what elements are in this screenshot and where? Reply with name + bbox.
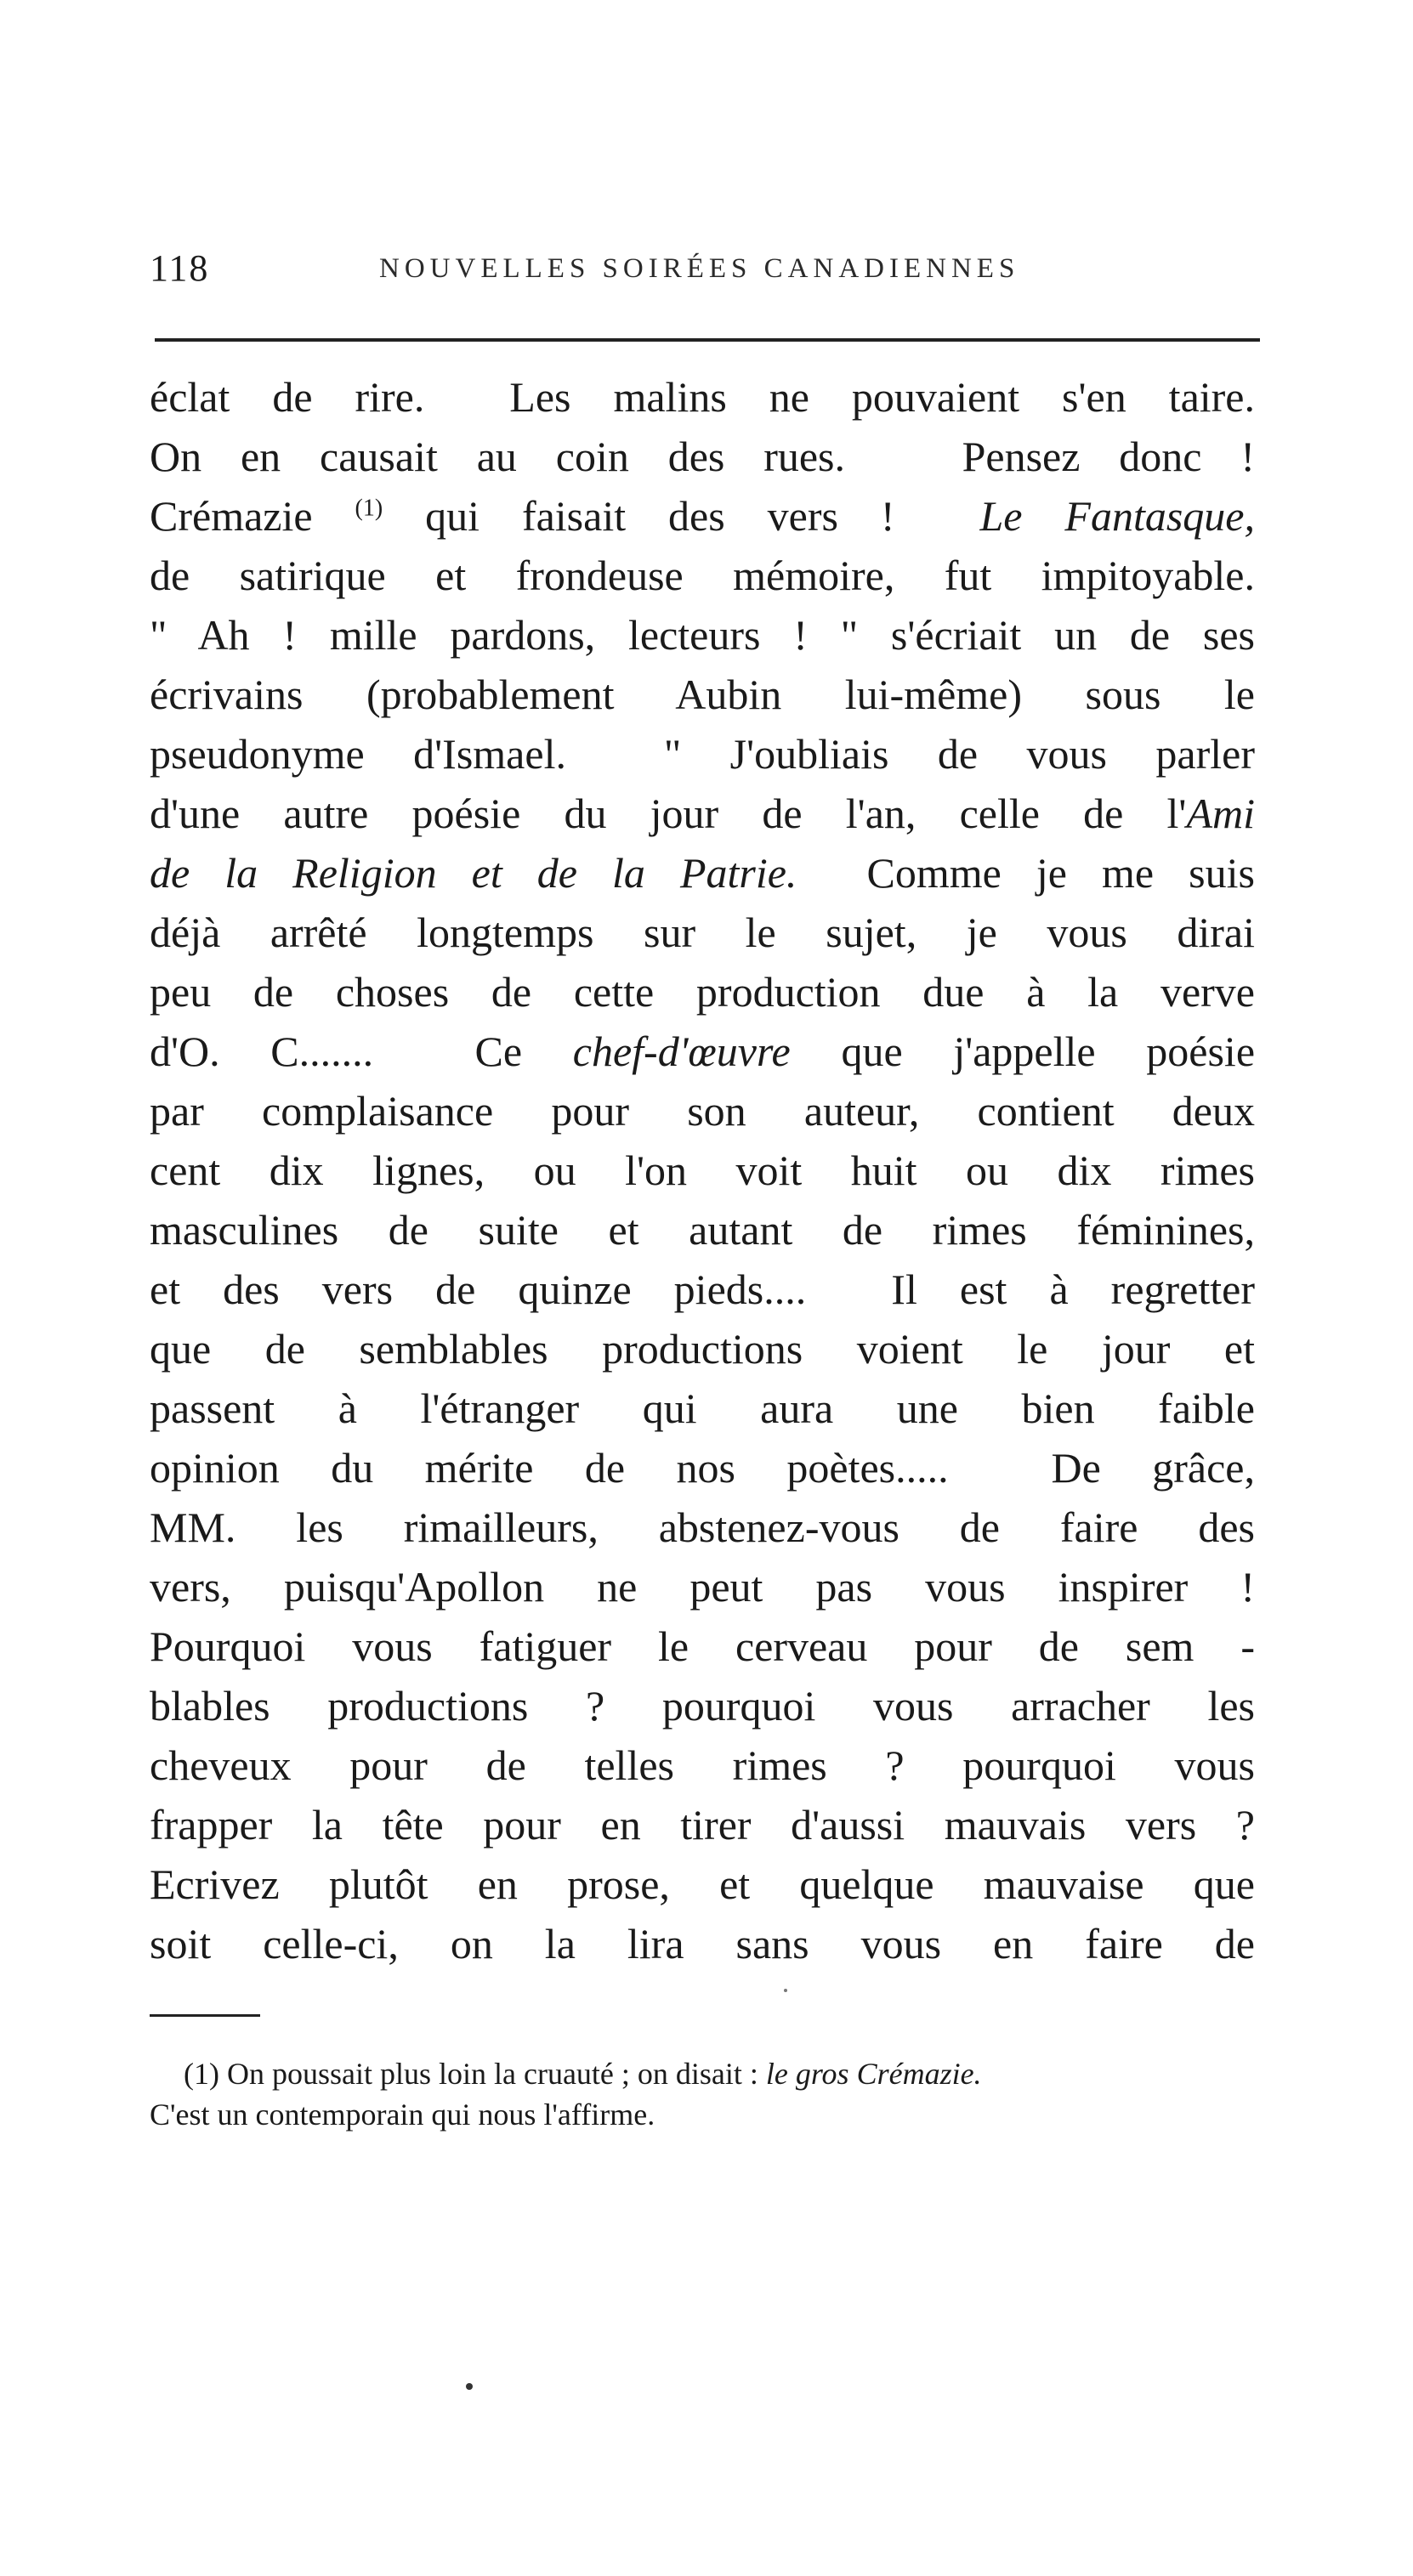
text-run: blables productions ? pourquoi vous arracher les: [150, 1682, 1255, 1730]
text-run: Le Fantasque,: [979, 492, 1255, 540]
text-line: [150, 1141, 1255, 1200]
text-run: (1) On poussait plus loin la cruauté ; on disait :: [184, 2057, 766, 2091]
footnote: [150, 2053, 1255, 2135]
text-run: Ecrivez plutôt en prose, et quelque mauvaise que: [150, 1860, 1255, 1908]
text-run: passent à l'étranger qui aura une bien faible: [150, 1384, 1255, 1432]
text-run: de satirique et frondeuse mémoire, fut impitoyable.: [150, 552, 1255, 599]
text-line: [150, 903, 1255, 962]
text-run: pseudonyme d'Ismael. " J'oubliais de vous parler: [150, 730, 1255, 778]
text-line: [150, 1022, 1255, 1081]
footnote-reference[interactable]: (1): [355, 495, 383, 522]
ink-dot: [466, 2383, 473, 2390]
footnote-line: [150, 2094, 1255, 2135]
text-run: que j'appelle poésie: [790, 1028, 1255, 1075]
ink-speck: [784, 1989, 787, 1992]
text-line: [150, 605, 1255, 665]
footnote-rule: [150, 2014, 260, 2017]
text-run: que de semblables productions voient le jour et: [150, 1325, 1255, 1373]
text-line: [150, 1795, 1255, 1854]
text-run: Crémazie: [150, 492, 355, 540]
text-run: Ami: [1186, 790, 1255, 837]
text-line: [150, 1557, 1255, 1616]
text-run: opinion du mérite de nos poètes..... De grâce,: [150, 1444, 1255, 1492]
text-run: soit celle-ci, on la lira sans vous en faire de: [150, 1920, 1255, 1967]
text-line: [150, 1914, 1255, 1973]
text-line: [150, 1200, 1255, 1260]
text-line: [150, 1260, 1255, 1319]
text-line: [150, 784, 1255, 843]
text-run: On en causait au coin des rues. Pensez donc !: [150, 433, 1255, 480]
text-run: vers, puisqu'Apollon ne peut pas vous inspirer !: [150, 1563, 1255, 1611]
text-line: [150, 843, 1255, 903]
text-line: [150, 367, 1255, 427]
text-run: " Ah ! mille pardons, lecteurs ! " s'écriait un de ses: [150, 611, 1255, 659]
text-run: par complaisance pour son auteur, contient deux: [150, 1087, 1255, 1135]
text-line: [150, 1319, 1255, 1379]
running-title: NOUVELLES SOIRÉES CANADIENNES: [379, 253, 1020, 284]
text-line: [150, 486, 1255, 546]
text-run: Pourquoi vous fatiguer le cerveau pour de sem -: [150, 1622, 1255, 1670]
text-line: [150, 1735, 1255, 1795]
text-run: C'est un contemporain qui nous l'affirme.: [150, 2098, 655, 2132]
text-line: [150, 1854, 1255, 1914]
text-run: masculines de suite et autant de rimes féminines,: [150, 1206, 1255, 1254]
body-text: [150, 367, 1255, 1973]
text-run: écrivains (probablement Aubin lui-même) sous le: [150, 671, 1255, 718]
text-run: d'O. C....... Ce: [150, 1028, 573, 1075]
text-line: [150, 1081, 1255, 1141]
text-line: [150, 665, 1255, 724]
text-run: éclat de rire. Les malins ne pouvaient s'en taire.: [150, 373, 1255, 421]
text-run: cent dix lignes, ou l'on voit huit ou dix rimes: [150, 1146, 1255, 1194]
text-line: [150, 1497, 1255, 1557]
footnote-line: [150, 2053, 1255, 2094]
text-line: [150, 1676, 1255, 1735]
text-run: d'une autre poésie du jour de l'an, celle de l': [150, 790, 1187, 837]
text-run: de la Religion et de la Patrie.: [150, 849, 797, 897]
text-line: [150, 1438, 1255, 1497]
text-run: le gros Crémazie.: [765, 2057, 982, 2091]
text-line: [150, 962, 1255, 1022]
text-line: [150, 1379, 1255, 1438]
text-line: [150, 546, 1255, 605]
page-number: 118: [150, 247, 210, 289]
text-run: qui faisait des vers !: [383, 492, 980, 540]
text-run: MM. les rimailleurs, abstenez-vous de faire des: [150, 1503, 1255, 1551]
text-run: chef-d'œuvre: [572, 1028, 791, 1075]
text-run: frapper la tête pour en tirer d'aussi mauvais vers ?: [150, 1801, 1255, 1848]
text-run: Comme je me suis: [797, 849, 1255, 897]
running-head: [150, 246, 1263, 297]
text-run: et des vers de quinze pieds.... Il est à regretter: [150, 1265, 1255, 1313]
text-line: [150, 724, 1255, 784]
text-run: cheveux pour de telles rimes ? pourquoi vous: [150, 1741, 1255, 1789]
header-rule: [155, 338, 1260, 342]
text-line: [150, 1616, 1255, 1676]
text-line: [150, 427, 1255, 486]
text-run: peu de choses de cette production due à la verve: [150, 968, 1255, 1016]
text-run: déjà arrêté longtemps sur le sujet, je vous dirai: [150, 909, 1255, 956]
